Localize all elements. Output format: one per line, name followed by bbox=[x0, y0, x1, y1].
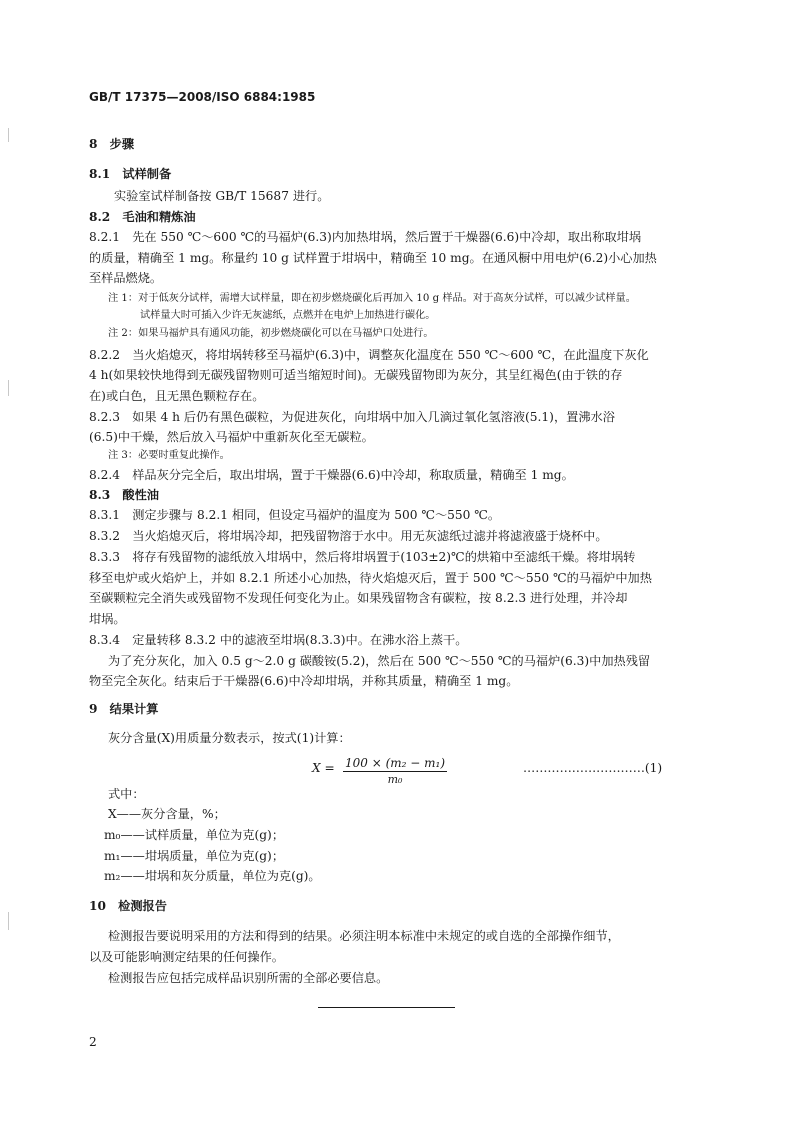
para-8-3-3-line: 移至电炉或火焰炉上，并如 8.2.1 所述小心加热，待火焰熄灭后，置于 500 ℃～550 ℃的马福炉中加热 bbox=[89, 571, 652, 585]
section-8-title: 8 步骤 bbox=[89, 137, 135, 151]
scan-margin-mark bbox=[8, 380, 9, 396]
para-8-2-2-line: 4 h(如果较快地得到无碳残留物则可适当缩短时间)。无碳残留物即为灰分，其呈红褐色(由于铁的存 bbox=[89, 368, 623, 382]
para-8-3-4: 8.3.4 定量转移 8.3.2 中的滤液至坩埚(8.3.3)中。在沸水浴上蒸干。 bbox=[89, 633, 468, 647]
page-number: 2 bbox=[89, 1035, 97, 1049]
formula-numerator: 100 × (m₂ − m₁) bbox=[344, 756, 445, 770]
para-8-3-4-cont-line: 为了充分灰化，加入 0.5 g～2.0 g 碳酸铵(5.2)，然后在 500 ℃～550 ℃的马福炉(6.3)中加热残留 bbox=[108, 654, 651, 668]
scan-margin-mark bbox=[8, 128, 9, 142]
section-10-line: 检测报告要说明采用的方法和得到的结果。必须注明本标准中未规定的或自选的全部操作细节， bbox=[108, 929, 620, 943]
definition-m2: m₂——坩埚和灰分质量，单位为克(g)。 bbox=[104, 869, 321, 883]
section-8-1-title: 8.1 试样制备 bbox=[89, 167, 172, 181]
para-8-3-3-line: 至碳颗粒完全消失或残留物不发现任何变化为止。如果残留物含有碳粒，按 8.2.3 进行处理，并冷却 bbox=[89, 591, 628, 605]
section-9-title: 9 结果计算 bbox=[89, 702, 159, 716]
para-8-2-1-line: 的质量，精确至 1 mg。称量约 10 g 试样置于坩埚中，精确至 10 mg。在通风橱中用电炉(6.2)小心加热 bbox=[89, 251, 657, 265]
para-8-2-1-line: 8.2.1 先在 550 ℃～600 ℃的马福炉(6.3)内加热坩埚，然后置于干燥器(6.6)中冷却，取出称取坩埚 bbox=[89, 230, 642, 244]
scan-margin-mark bbox=[8, 912, 9, 930]
para-8-2-2-line: 在)或白色，且无黑色颗粒存在。 bbox=[89, 389, 265, 403]
note-3: 注 3：必要时重复此操作。 bbox=[108, 450, 230, 461]
para-8-3-3-line: 坩埚。 bbox=[89, 612, 126, 626]
definition-m1: m₁——坩埚质量，单位为克(g)； bbox=[104, 849, 285, 863]
section-10-title: 10 检测报告 bbox=[89, 899, 167, 913]
para-8-3-2: 8.3.2 当火焰熄灭后，将坩埚冷却，把残留物溶于水中。用无灰滤纸过滤并将滤液盛于烧杯中。 bbox=[89, 529, 608, 543]
formula-denominator: m₀ bbox=[387, 773, 403, 786]
para-8-2-4: 8.2.4 样品灰分完全后，取出坩埚，置于干燥器(6.6)中冷却，称取质量，精确至 1 mg。 bbox=[89, 468, 574, 482]
note-2: 注 2：如果马福炉具有通风功能，初步燃烧碳化可以在马福炉口处进行。 bbox=[108, 328, 434, 339]
section-8-2-title: 8.2 毛油和精炼油 bbox=[89, 210, 196, 224]
section-8-1-body: 实验室试样制备按 GB/T 15687 进行。 bbox=[114, 189, 330, 203]
section-8-3-title: 8.3 酸性油 bbox=[89, 488, 159, 502]
para-8-3-3-line: 8.3.3 将存有残留物的滤纸放入坩埚中，然后将坩埚置于(103±2)℃的烘箱中至滤纸干燥。将坩埚转 bbox=[89, 550, 636, 564]
formula-fraction bbox=[330, 752, 460, 786]
para-8-3-1: 8.3.1 测定步骤与 8.2.1 相同，但设定马福炉的温度为 500 ℃～550 ℃。 bbox=[89, 508, 501, 522]
para-8-2-1-line: 至样品燃烧。 bbox=[89, 271, 163, 285]
section-10-line: 检测报告应包括完成样品识别所需的全部必要信息。 bbox=[108, 971, 389, 985]
note-1-line: 试样量大时可插入少许无灰滤纸，点燃并在电炉上加热进行碳化。 bbox=[140, 310, 436, 321]
definition-m0: m₀——试样质量，单位为克(g)； bbox=[104, 828, 285, 842]
para-8-2-3-line: 8.2.3 如果 4 h 后仍有黑色碳粒，为促进灰化，向坩埚中加入几滴过氧化氢溶液(5.1)，置沸水浴 bbox=[89, 410, 615, 424]
document-header: GB/T 17375—2008/ISO 6884:1985 bbox=[89, 90, 316, 104]
section-10-line: 以及可能影响测定结果的任何操作。 bbox=[89, 950, 284, 964]
end-rule bbox=[318, 1007, 455, 1008]
para-8-3-4-cont-line: 物至完全灰化。结束后于干燥器(6.6)中冷却坩埚，并称其质量，精确至 1 mg。 bbox=[89, 674, 519, 688]
note-1-line: 注 1：对于低灰分试样，需增大试样量，即在初步燃烧碳化后再加入 10 g 样品。对于高灰分试样，可以减少试样量。 bbox=[108, 293, 636, 304]
formula-lhs: X = bbox=[312, 761, 335, 775]
section-9-intro: 灰分含量(X)用质量分数表示，按式(1)计算： bbox=[108, 731, 351, 745]
where-label: 式中： bbox=[108, 787, 145, 801]
para-8-2-3-line: (6.5)中干燥，然后放入马福炉中重新灰化至无碳粒。 bbox=[89, 430, 374, 444]
para-8-2-2-line: 8.2.2 当火焰熄灭，将坩埚转移至马福炉(6.3)中，调整灰化温度在 550 ℃～600 ℃，在此温度下灰化 bbox=[89, 348, 649, 362]
formula-reference: …………………………(1) bbox=[523, 761, 663, 775]
definition-x: X——灰分含量，%； bbox=[108, 807, 226, 821]
